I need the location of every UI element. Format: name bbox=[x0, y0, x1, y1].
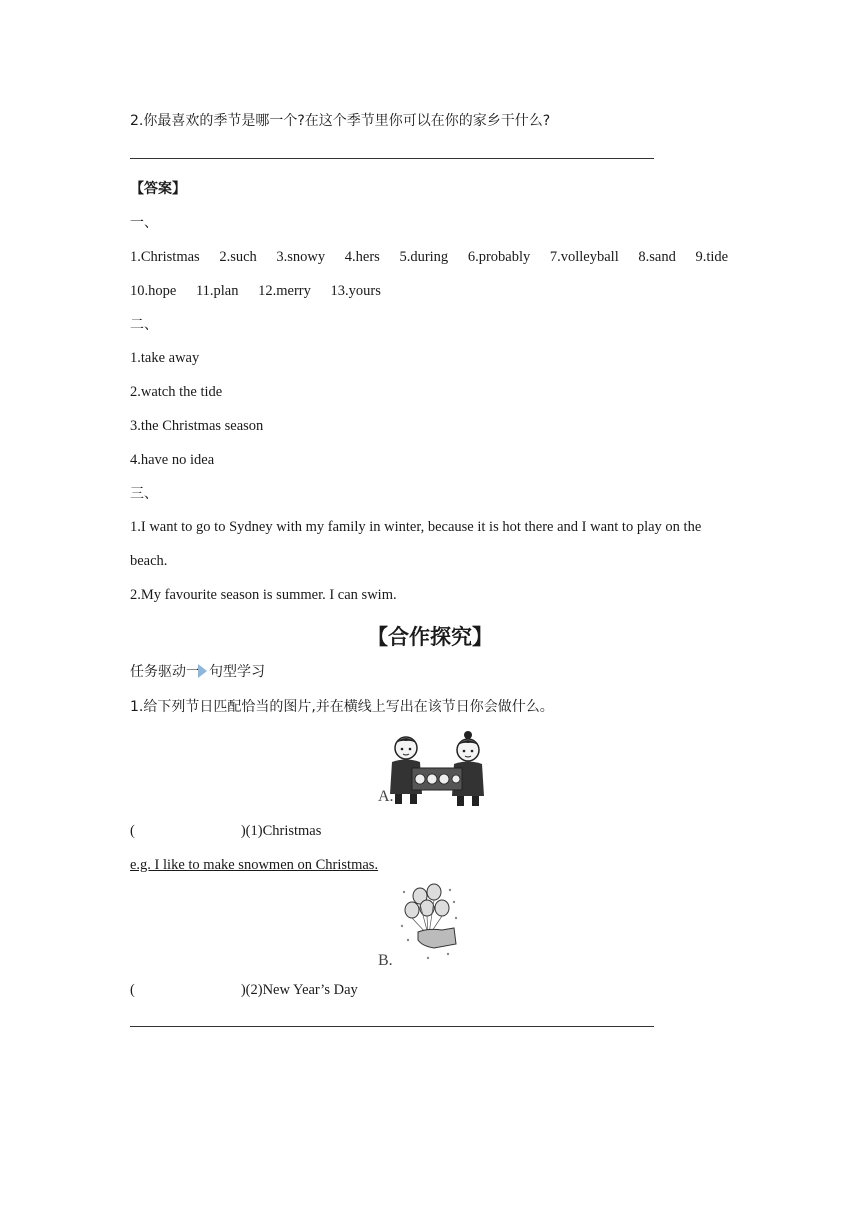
balloons-in-hand-illustration bbox=[398, 882, 462, 964]
paren-open: ( bbox=[130, 823, 135, 839]
section-2-item: 3.the Christmas season bbox=[130, 418, 264, 434]
answer-word: 8.sand bbox=[638, 249, 676, 265]
cooperative-exploration-heading: 【合作探究】 bbox=[367, 625, 493, 649]
task-label bbox=[130, 663, 265, 681]
section-1-row-2 bbox=[130, 282, 381, 300]
section-3-item-1-line-1: 1.I want to go to Sydney with my family in winter, because it is hot there and I want to play on the bbox=[130, 519, 702, 535]
section-2-label: 二、 bbox=[130, 317, 158, 333]
answer-word: 1.Christmas bbox=[130, 249, 200, 265]
answer-word: 12.merry bbox=[258, 283, 311, 299]
paren-open: ( bbox=[130, 982, 135, 998]
section-1-label: 一、 bbox=[130, 215, 158, 231]
section-3-label: 三、 bbox=[130, 486, 158, 502]
answer-word: 5.during bbox=[399, 249, 449, 265]
match-item-1 bbox=[130, 822, 321, 840]
answer-word: 11.plan bbox=[195, 283, 239, 299]
answer-word: 9.tide bbox=[695, 249, 729, 265]
section-2-item: 4.have no idea bbox=[130, 452, 215, 468]
task-instruction: 1.给下列节日匹配恰当的图片,并在横线上写出在该节日你会做什么。 bbox=[130, 699, 554, 715]
section-2-item: 2.watch the tide bbox=[130, 384, 223, 400]
answer-word: 7.volleyball bbox=[549, 249, 619, 265]
question-2-prompt: 2.你最喜欢的季节是哪一个?在这个季节里你可以在你的家乡干什么? bbox=[130, 113, 551, 129]
match-item-1-label: )(1)Christmas bbox=[240, 823, 322, 839]
answer-blank-line bbox=[130, 1026, 654, 1027]
children-with-banner-illustration bbox=[382, 730, 492, 808]
answer-word: 4.hers bbox=[344, 249, 380, 265]
section-1-row-1 bbox=[130, 248, 728, 266]
section-3-item-2: 2.My favourite season is summer. I can swim. bbox=[130, 587, 397, 603]
match-item-2-label: )(2)New Year’s Day bbox=[240, 982, 358, 998]
figure-b-label: B. bbox=[378, 952, 393, 969]
task-suffix: 句型学习 bbox=[209, 664, 265, 680]
section-3-item-1-line-2: beach. bbox=[130, 553, 168, 569]
section-2-item: 1.take away bbox=[130, 350, 200, 366]
answer-word: 10.hope bbox=[130, 283, 177, 299]
answer-word: 2.such bbox=[219, 249, 257, 265]
answer-blank-line bbox=[130, 158, 654, 159]
example-sentence: e.g. I like to make snowmen on Christmas. bbox=[130, 857, 379, 873]
task-prefix: 任务驱动一 bbox=[130, 664, 200, 680]
match-item-2 bbox=[130, 981, 358, 999]
answer-heading: 【答案】 bbox=[130, 181, 186, 197]
figure-a-label: A. bbox=[378, 788, 394, 805]
answer-word: 13.yours bbox=[330, 283, 381, 299]
answer-word: 3.snowy bbox=[276, 249, 326, 265]
answer-word: 6.probably bbox=[467, 249, 531, 265]
arrow-right-icon bbox=[198, 664, 207, 678]
